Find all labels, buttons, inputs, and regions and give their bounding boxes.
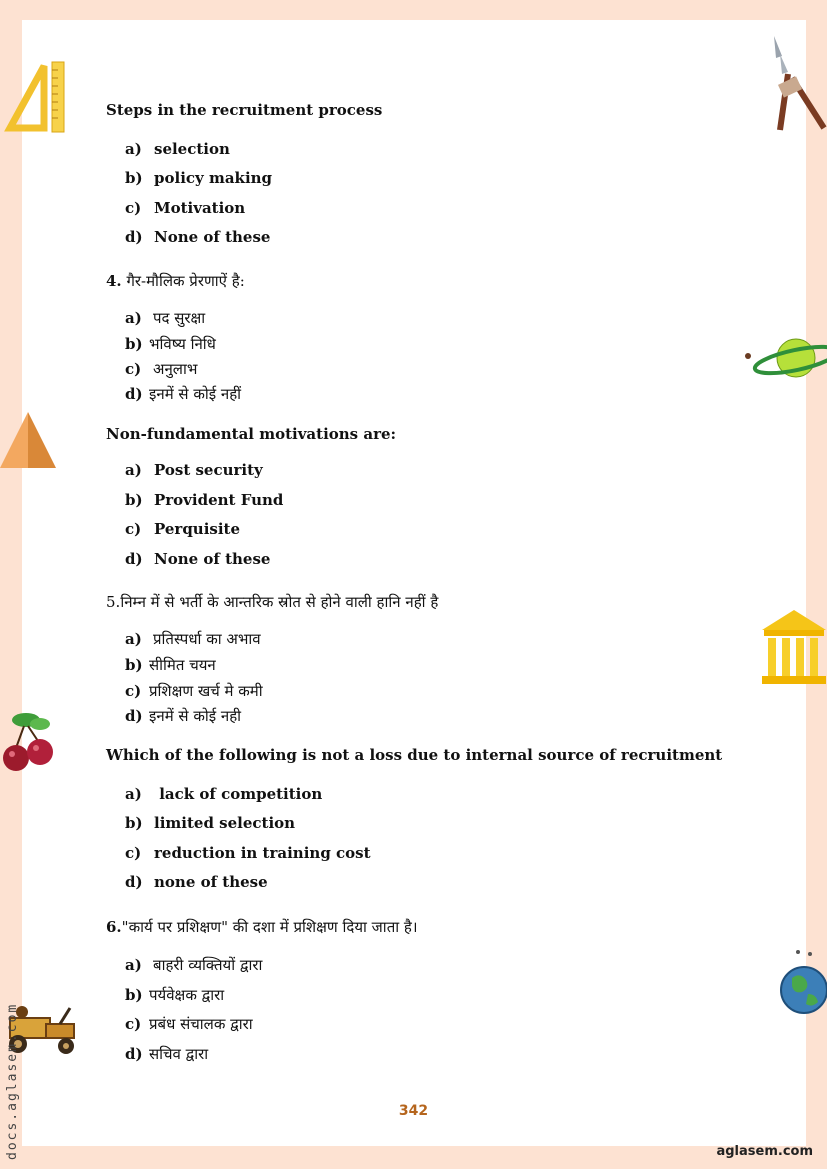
option-text: पर्यवेक्षक द्वारा xyxy=(149,986,225,1004)
option-text: None of these xyxy=(154,228,271,246)
option-item xyxy=(125,334,216,354)
option-label: b) xyxy=(125,335,143,353)
question-title: Non-fundamental motivations are: xyxy=(106,425,397,443)
option-label: b) xyxy=(125,491,143,509)
option-item xyxy=(125,461,263,479)
option-label: c) xyxy=(125,844,142,862)
option-text: Provident Fund xyxy=(154,491,284,509)
option-text: selection xyxy=(154,140,230,158)
question-number: 5. xyxy=(106,593,121,611)
pliers-icon xyxy=(766,34,827,134)
option-item xyxy=(125,1014,253,1034)
option-label: a) xyxy=(125,956,142,974)
question-number: 4. xyxy=(106,272,122,290)
option-label: a) xyxy=(125,140,142,158)
option-text: Perquisite xyxy=(154,520,241,538)
option-text: भविष्य निधि xyxy=(149,335,216,353)
watermark: docs.aglasem.com xyxy=(5,1002,20,1160)
option-item xyxy=(125,359,197,379)
option-item xyxy=(125,955,262,975)
option-item xyxy=(125,985,224,1005)
option-item xyxy=(125,1044,208,1064)
option-label: a) xyxy=(125,309,142,327)
option-label: c) xyxy=(125,199,142,217)
question-text: गैर-मौलिक प्रेरणाऐं है: xyxy=(121,272,245,290)
cherries-icon xyxy=(0,708,58,778)
option-label: d) xyxy=(125,1045,143,1063)
question-title: Which of the following is not a loss due to internal source of recruitment xyxy=(106,746,723,764)
option-text: सीमित चयन xyxy=(149,656,216,674)
planet-icon xyxy=(742,332,827,384)
option-item xyxy=(125,550,270,568)
question-title xyxy=(106,592,438,612)
option-text: अनुलाभ xyxy=(153,360,198,378)
option-label: b) xyxy=(125,814,143,832)
option-item xyxy=(125,520,240,538)
option-label: a) xyxy=(125,785,142,803)
question-title: Steps in the recruitment process xyxy=(106,101,383,119)
option-text: सचिव द्वारा xyxy=(149,1045,209,1063)
question-title xyxy=(106,917,418,937)
option-text: none of these xyxy=(154,873,268,891)
option-text: प्रबंध संचालक द्वारा xyxy=(149,1015,253,1033)
option-item xyxy=(125,629,261,649)
option-label: c) xyxy=(125,1015,142,1033)
option-item xyxy=(125,785,322,803)
globe-icon xyxy=(778,948,827,1020)
option-item xyxy=(125,706,241,726)
option-text: Post security xyxy=(154,461,263,479)
option-text: पद सुरक्षा xyxy=(153,309,206,327)
option-text: reduction in training cost xyxy=(154,844,371,862)
option-text: इनमें से कोई नहीं xyxy=(149,385,242,403)
option-text: प्रतिस्पर्धा का अभाव xyxy=(153,630,261,648)
option-label: d) xyxy=(125,873,143,891)
question-number: 6. xyxy=(106,918,122,936)
option-label: c) xyxy=(125,520,142,538)
question-text: "कार्य पर प्रशिक्षण" की दशा में प्रशिक्षण दिया जाता है। xyxy=(121,918,418,936)
option-item xyxy=(125,228,270,246)
option-label: c) xyxy=(125,682,142,700)
option-label: d) xyxy=(125,385,143,403)
question-title xyxy=(106,271,245,291)
option-item xyxy=(125,384,241,404)
option-label: a) xyxy=(125,461,142,479)
pyramid-icon xyxy=(0,410,58,470)
option-text: प्रशिक्षण खर्च मे कमी xyxy=(149,682,263,700)
option-item xyxy=(125,491,283,509)
option-item xyxy=(125,140,230,158)
option-text: None of these xyxy=(154,550,271,568)
option-label: b) xyxy=(125,169,143,187)
option-item xyxy=(125,655,216,675)
option-label: d) xyxy=(125,228,143,246)
brand-link[interactable]: aglasem.com xyxy=(716,1144,813,1159)
option-label: d) xyxy=(125,550,143,568)
option-text: इनमें से कोई नही xyxy=(149,707,242,725)
option-label: a) xyxy=(125,630,142,648)
page-number: 342 xyxy=(398,1103,429,1119)
document-page xyxy=(22,20,806,1146)
option-item xyxy=(125,199,245,217)
option-label: d) xyxy=(125,707,143,725)
ruler-triangle-icon xyxy=(2,58,68,134)
option-label: c) xyxy=(125,360,142,378)
option-item xyxy=(125,681,263,701)
option-text: limited selection xyxy=(154,814,296,832)
option-label: b) xyxy=(125,656,143,674)
question-text: निम्न में से भर्ती के आन्तरिक स्रोत से होने वाली हानि नहीं है xyxy=(120,593,439,611)
option-item xyxy=(125,873,268,891)
option-item xyxy=(125,844,371,862)
temple-icon xyxy=(760,608,827,686)
option-text: बाहरी व्यक्तियों द्वारा xyxy=(153,956,263,974)
option-label: b) xyxy=(125,986,143,1004)
option-text: lack of competition xyxy=(154,785,323,803)
option-item xyxy=(125,308,205,328)
option-item xyxy=(125,169,272,187)
option-text: Motivation xyxy=(154,199,246,217)
option-text: policy making xyxy=(154,169,273,187)
option-item xyxy=(125,814,295,832)
